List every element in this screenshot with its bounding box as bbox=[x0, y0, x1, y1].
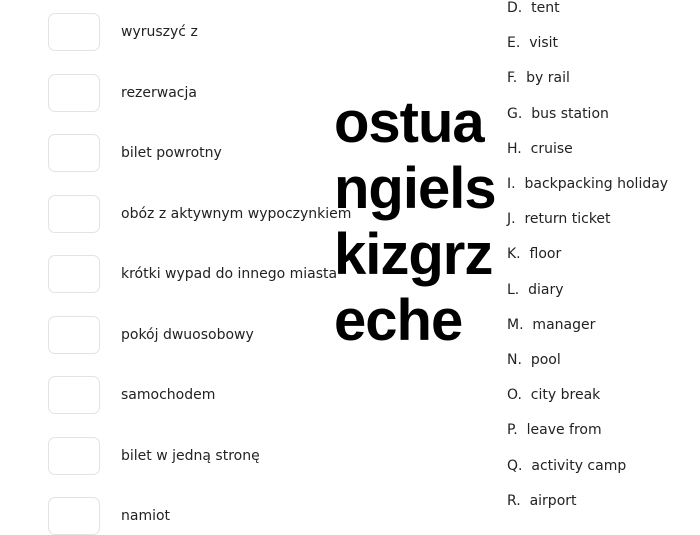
polish-phrase: pokój dwuosobowy bbox=[121, 326, 254, 343]
answer-box[interactable] bbox=[48, 497, 100, 535]
polish-phrase: bilet powrotny bbox=[121, 145, 222, 161]
answer-box[interactable] bbox=[48, 255, 100, 293]
answer-box[interactable] bbox=[48, 74, 100, 112]
answer-box[interactable] bbox=[48, 376, 100, 414]
english-option: G. bus station bbox=[507, 105, 609, 122]
english-option: K. floor bbox=[507, 246, 562, 263]
polish-phrase: obóz z aktywnym wypoczynkiem bbox=[121, 205, 352, 222]
answer-box[interactable] bbox=[48, 437, 100, 475]
watermark: ostuangielskizgrzeche bbox=[334, 90, 496, 353]
polish-phrase: samochodem bbox=[121, 387, 216, 403]
english-option: E. visit bbox=[507, 35, 559, 52]
answer-box[interactable] bbox=[48, 316, 100, 354]
polish-phrase: rezerwacja bbox=[121, 84, 197, 101]
polish-phrase: wyruszyć z bbox=[121, 24, 198, 40]
english-option: L. diary bbox=[507, 281, 564, 298]
english-option: F. by rail bbox=[507, 70, 570, 87]
answer-box[interactable] bbox=[48, 134, 100, 172]
english-option: O. city break bbox=[507, 387, 601, 404]
english-option: J. return ticket bbox=[507, 211, 611, 228]
answer-box[interactable] bbox=[48, 195, 100, 233]
english-option: P. leave from bbox=[507, 422, 602, 439]
polish-phrase: bilet w jedną stronę bbox=[121, 447, 260, 464]
english-option: M. manager bbox=[507, 316, 596, 333]
english-option: H. cruise bbox=[507, 140, 573, 157]
english-option: N. pool bbox=[507, 352, 561, 368]
english-option: D. tent bbox=[507, 0, 560, 16]
english-option: R. airport bbox=[507, 492, 577, 509]
english-option: Q. activity camp bbox=[507, 457, 627, 474]
polish-phrase: krótki wypad do innego miasta bbox=[121, 266, 338, 282]
polish-phrase: namiot bbox=[121, 508, 171, 524]
answer-box[interactable] bbox=[48, 13, 100, 51]
english-option: I. backpacking holiday bbox=[507, 176, 669, 192]
